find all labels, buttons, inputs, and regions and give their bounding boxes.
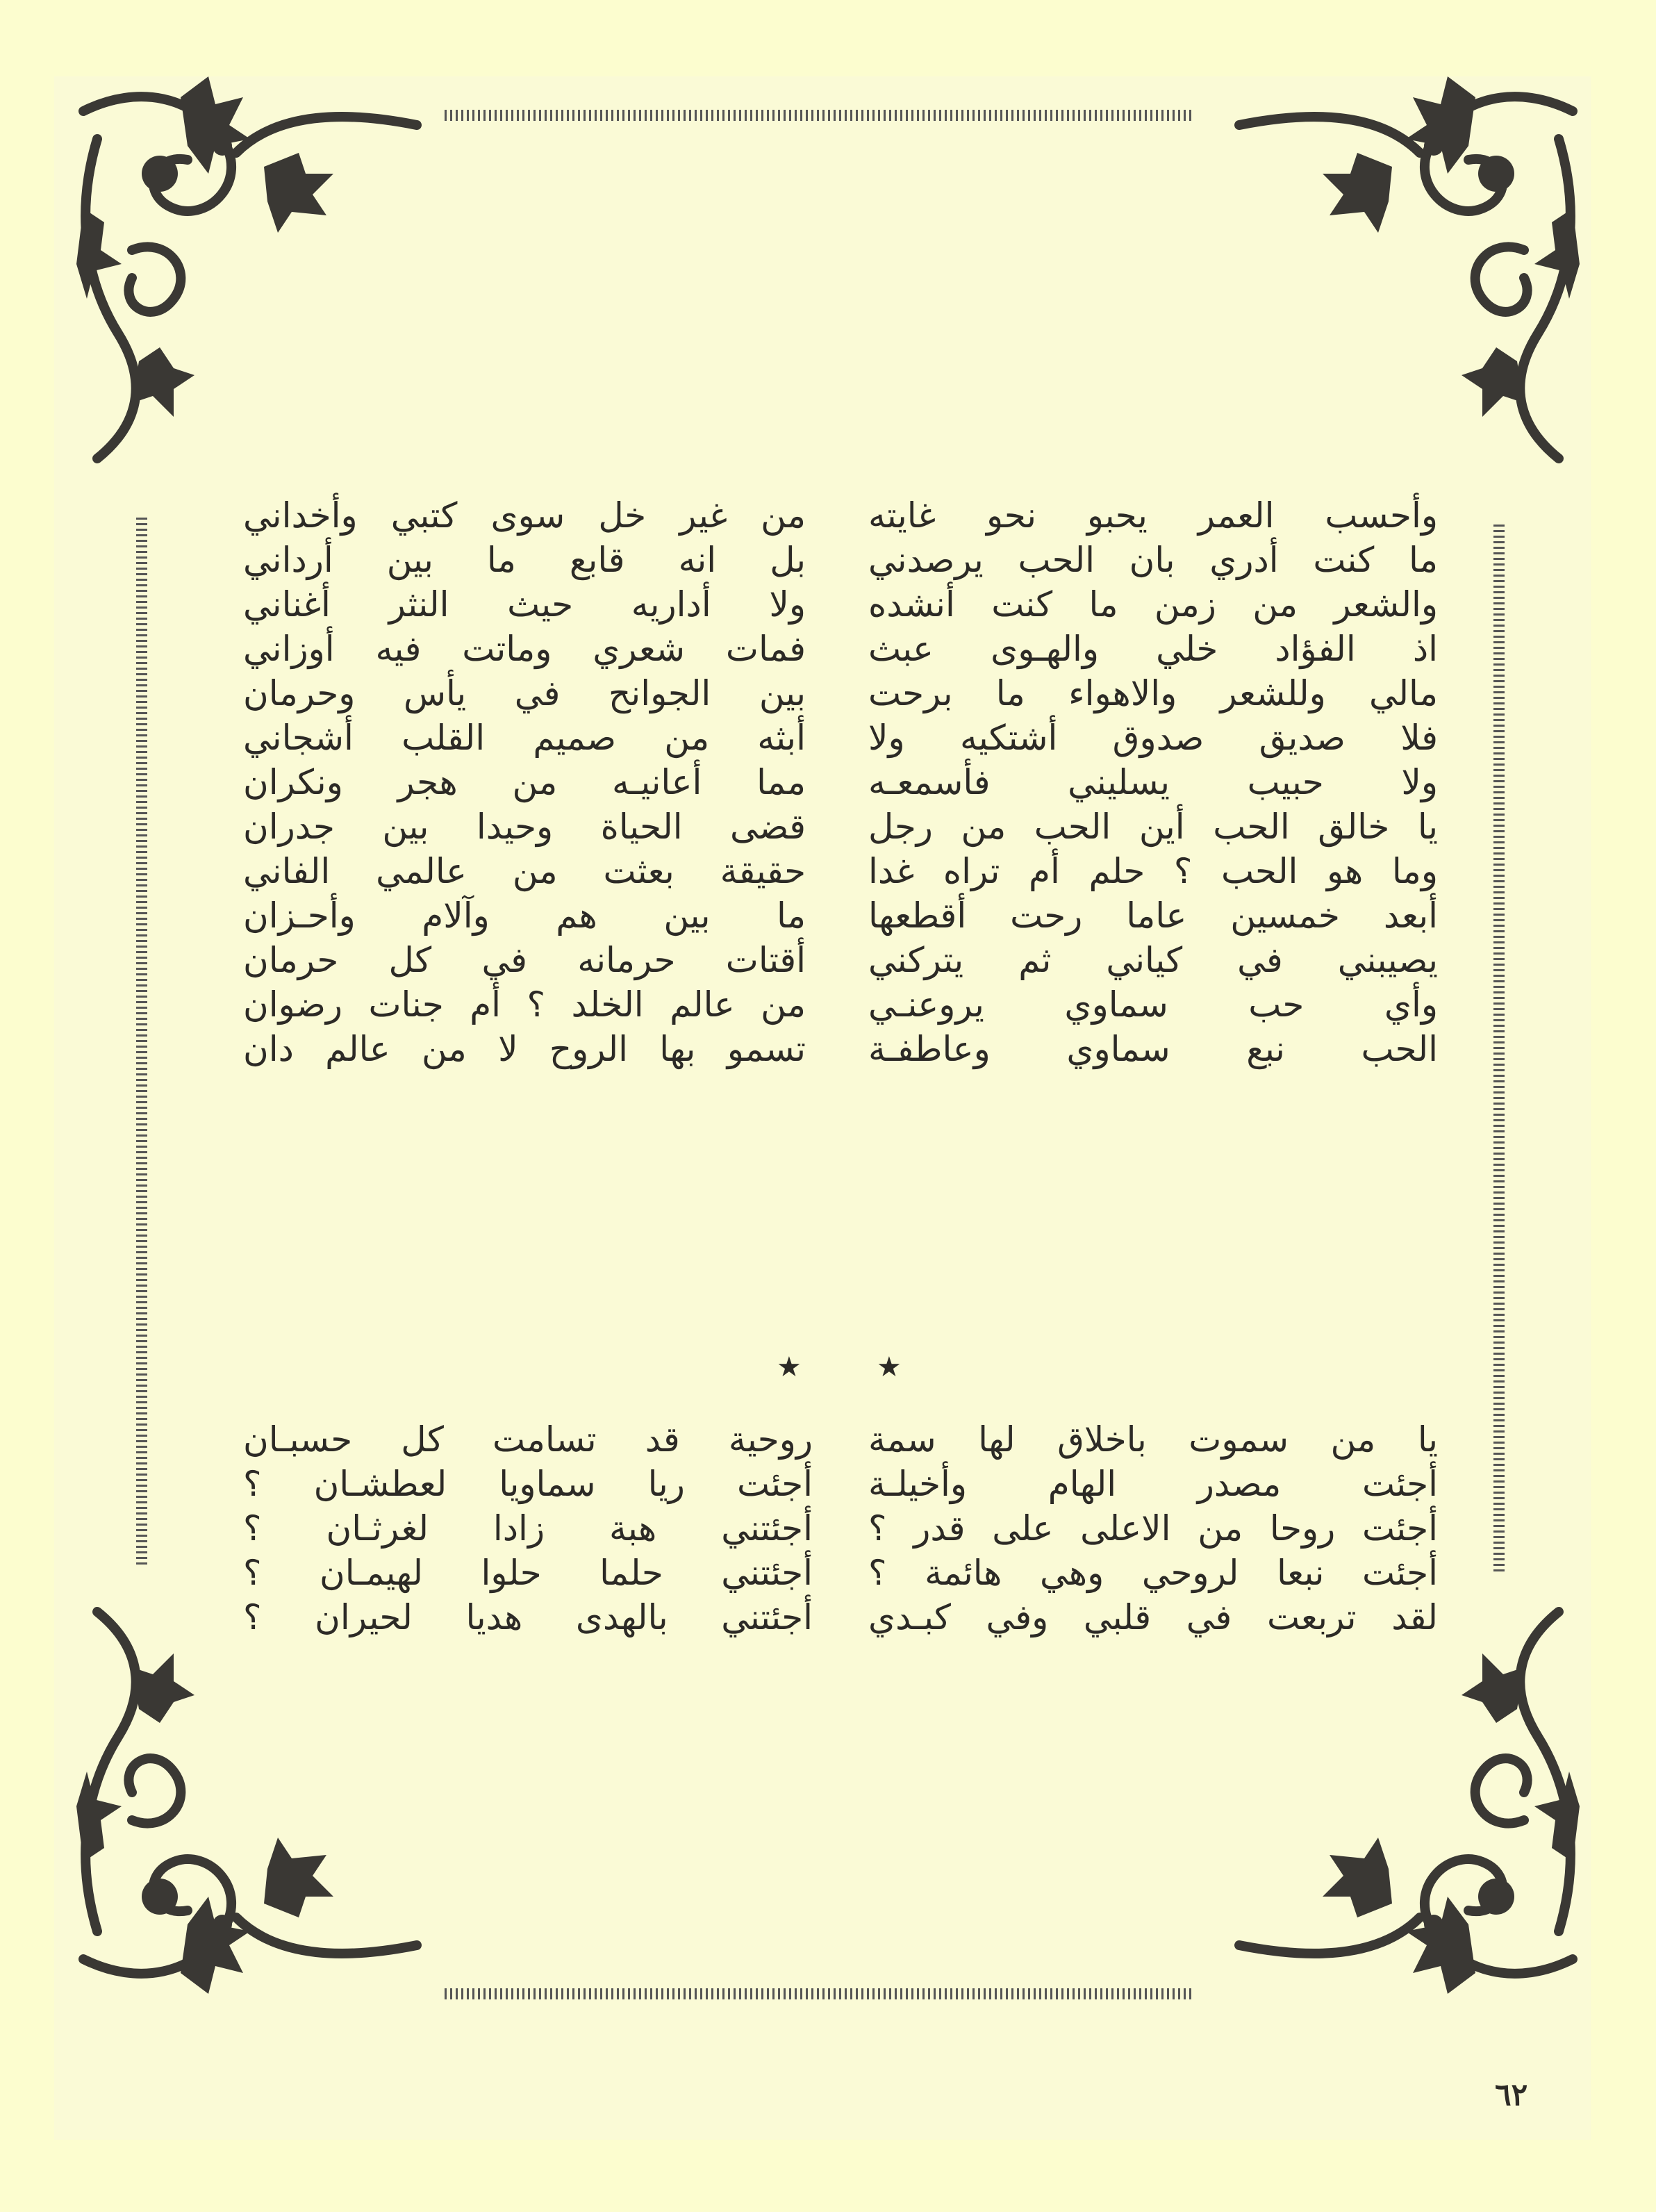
verse-line: وأحسب العمر يحبو نحو غايته (868, 495, 1438, 536)
verse-line: بل انه قابع ما بين أرداني (243, 540, 806, 580)
verse-line: اذ الفؤاد خلي والهـوى عبث (868, 629, 1438, 669)
ornament-corner-top-left (56, 69, 445, 472)
border-bottom (445, 1988, 1195, 1999)
verse-line: يا من سموت باخلاق لها سمة (868, 1419, 1438, 1460)
verse-line: أجئتني حلما حلوا لهيمـان ؟ (243, 1553, 813, 1593)
verse-line: ولا حبيب يسليني فأسمعـه (868, 762, 1438, 802)
ornament-graphic (56, 1598, 445, 2001)
verse-line: وأي حب سماوي يروعنـي (868, 984, 1438, 1025)
border-left (136, 517, 147, 1565)
verse-line: فمات شعري وماتت فيه أوزاني (243, 629, 806, 669)
ornament-graphic (1211, 1598, 1600, 2001)
poem-left-column-top (243, 493, 806, 1071)
verse-line: ما كنت أدري بان الحب يرصدني (868, 540, 1438, 580)
verse-line: أجئت روحا من الاعلى على قدر ؟ (868, 1508, 1438, 1549)
verse-line: قضى الحياة وحيدا بين جدران (243, 807, 806, 847)
verse-line: ما بين هم وآلام وأحـزان (243, 895, 806, 936)
verse-line: أبعد خمسين عاما رحت أقطعها (868, 895, 1438, 936)
verse-line: يا خالق الحب أين الحب من رجل (868, 807, 1438, 847)
border-top (445, 110, 1195, 121)
ornament-corner-top-right (1211, 69, 1600, 472)
verse-line: فلا صديق صدوق أشتكيه ولا (868, 718, 1438, 758)
poem-left-column-bottom (243, 1417, 813, 1640)
verse-line: أقتات حرمانه في كل حرمان (243, 940, 806, 980)
verse-line: مما أعانيـه من هجر ونكران (243, 762, 806, 802)
verse-line: والشعر من زمن ما كنت أنشده (868, 584, 1438, 625)
verse-line: من عالم الخلد ؟ أم جنات رضوان (243, 984, 806, 1025)
verse-line: ولا أداريه حيث النثر أغناني (243, 584, 806, 625)
verse-line: أجئتني بالهدى هديا لحيران ؟ (243, 1597, 813, 1637)
border-right (1493, 524, 1505, 1571)
verse-line: تسمو بها الروح لا من عالم دان (243, 1029, 806, 1069)
verse-line: لقد تربعت في قلبي وفي كبـدي (868, 1597, 1438, 1637)
ornament-corner-bottom-left (56, 1598, 445, 2001)
page-number: ٦٢ (1495, 2077, 1528, 2113)
verse-line: من غير خل سوى كتبي وأخداني (243, 495, 806, 536)
verse-line: يصيبني في كياني ثم يتركني (868, 940, 1438, 980)
ornament-corner-bottom-right (1211, 1598, 1600, 2001)
verse-line: أجئت نبعا لروحي وهي هائمة ؟ (868, 1553, 1438, 1593)
verse-line: أجئت مصدر الهام وأخيلـة (868, 1464, 1438, 1504)
verse-line: أبثه من صميم القلب أشجاني (243, 718, 806, 758)
separator-star-icon: ★ (777, 1351, 802, 1383)
verse-line: حقيقة بعثت من عالمي الفاني (243, 851, 806, 891)
ornament-graphic (1211, 69, 1600, 472)
poem-right-column-bottom (868, 1417, 1438, 1640)
verse-line: أجئتني هبة زادا لغرثـان ؟ (243, 1508, 813, 1549)
verse-line: الحب نبع سماوي وعاطفـة (868, 1029, 1438, 1069)
poem-right-column-top (868, 493, 1438, 1071)
verse-line: روحية قد تسامت كل حسبـان (243, 1419, 813, 1460)
verse-line: بين الجوانح في يأس وحرمان (243, 673, 806, 713)
verse-line: أجئت ريا سماويا لعطشـان ؟ (243, 1464, 813, 1504)
verse-line: وما هو الحب ؟ حلم أم تراه غدا (868, 851, 1438, 891)
separator-star-icon: ★ (877, 1351, 902, 1383)
verse-line: مالي وللشعر والاهواء ما برحت (868, 673, 1438, 713)
ornament-graphic (56, 69, 445, 472)
